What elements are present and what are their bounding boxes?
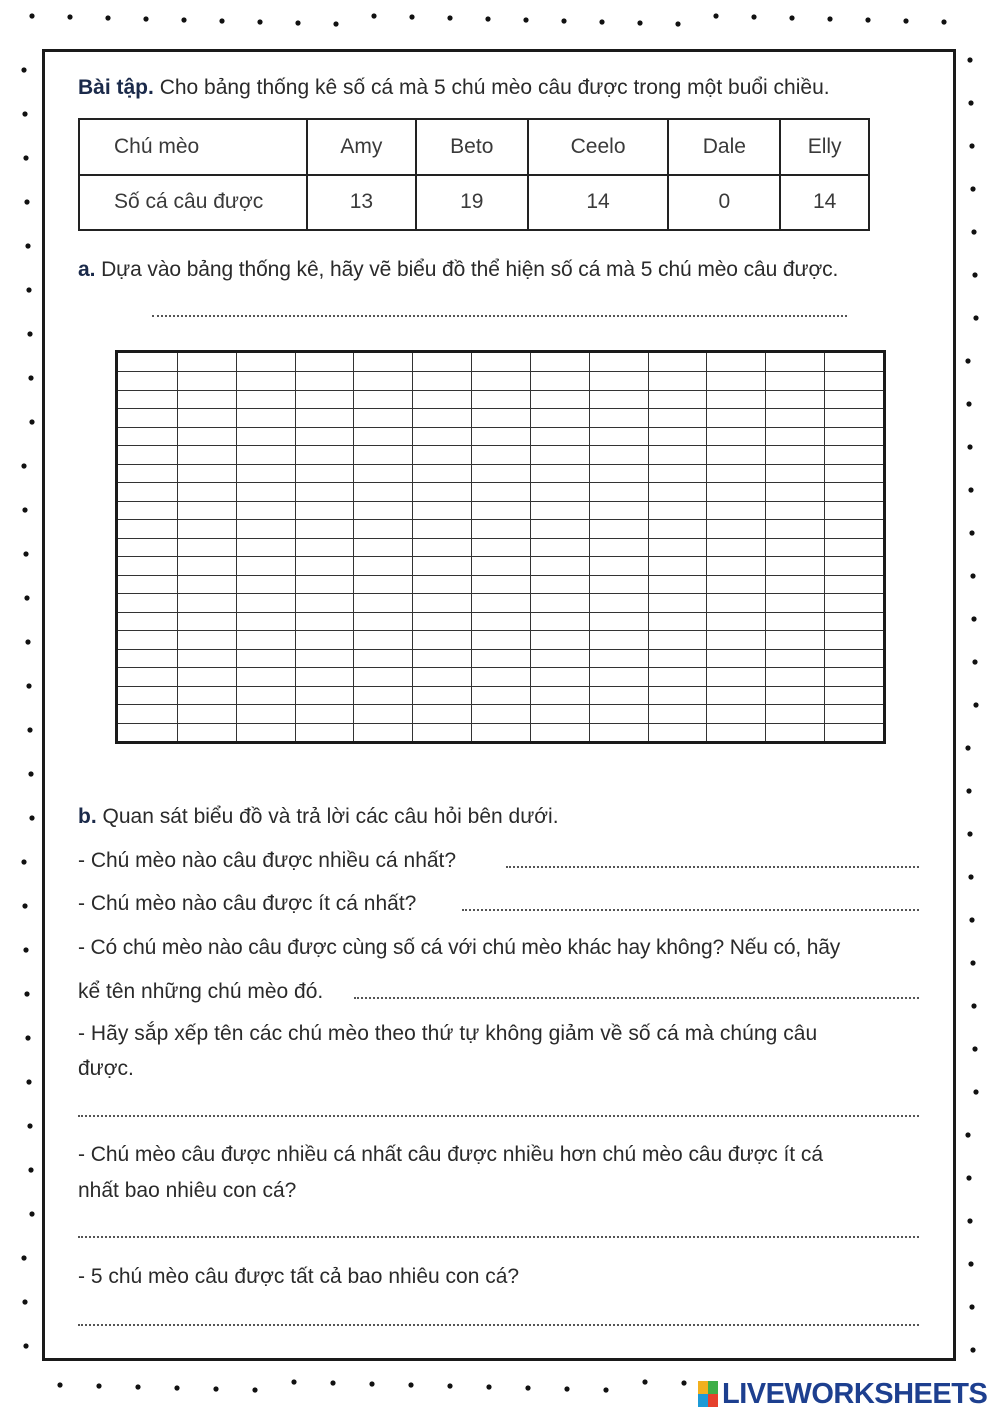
decorative-dot [26,287,31,292]
table-cell: Dale [668,119,780,175]
decorative-dot [965,745,970,750]
part-a-text: Dựa vào bảng thống kê, hãy vẽ biểu đồ thể hiện số cá mà 5 chú mèo câu được. [101,258,839,281]
decorative-dot [971,616,976,621]
decorative-dot [603,1387,608,1392]
decorative-dot [257,19,262,24]
decorative-dot [26,1079,31,1084]
decorative-dot [25,1035,30,1040]
decorative-dot [28,1167,33,1172]
decorative-dot [967,444,972,449]
decorative-dot [968,1261,973,1266]
decorative-dot [486,1384,491,1389]
answer-line-2[interactable] [462,909,919,911]
part-b-label: b. [78,805,97,828]
question-4-line-1: - Hãy sắp xếp tên các chú mèo theo thứ tự không giảm về số cá mà chúng câu [78,1022,818,1045]
decorative-dot [969,530,974,535]
decorative-dot [24,991,29,996]
question-6: - 5 chú mèo câu được tất cả bao nhiêu con cá? [78,1265,520,1288]
decorative-dot [22,1299,27,1304]
decorative-dot [26,683,31,688]
decorative-dot [28,771,33,776]
question-5-line-1: - Chú mèo câu được nhiều cá nhất câu được nhiều hơn chú mèo câu được ít cá [78,1143,823,1166]
decorative-dot [22,111,27,116]
decorative-dot [903,18,908,23]
decorative-dot [29,13,34,18]
table-cell: 14 [780,175,869,231]
decorative-dot [969,1304,974,1309]
part-b-instruction [78,806,559,827]
answer-line-5[interactable] [78,1236,919,1238]
decorative-dot [29,1211,34,1216]
decorative-dot [330,1380,335,1385]
table-cell: 19 [416,175,528,231]
decorative-dot [174,1385,179,1390]
decorative-dot [24,199,29,204]
decorative-dot [965,1132,970,1137]
decorative-dot [21,67,26,72]
table-cell: 13 [307,175,416,231]
decorative-dot [27,1123,32,1128]
decorative-dot [966,1175,971,1180]
decorative-dot [523,17,528,22]
decorative-dot [21,859,26,864]
decorative-dot [25,639,30,644]
answer-line-4[interactable] [78,1115,919,1117]
decorative-dot [971,1003,976,1008]
part-a-label: a. [78,258,96,281]
decorative-dot [973,315,978,320]
exercise-heading [78,77,830,98]
decorative-dot [408,1382,413,1387]
decorative-dot [24,595,29,600]
table-row [79,119,869,175]
drawing-grid[interactable] [115,350,886,744]
decorative-dot [409,14,414,19]
decorative-dot [969,143,974,148]
decorative-dot [135,1384,140,1389]
decorative-dot [973,702,978,707]
decorative-dot [599,19,604,24]
decorative-dot [970,960,975,965]
answer-line-1[interactable] [506,866,919,868]
decorative-dot [22,903,27,908]
answer-line-6[interactable] [78,1324,919,1326]
decorative-dot [970,1347,975,1352]
liveworksheets-logo-icon [698,1381,718,1407]
decorative-dot [21,463,26,468]
question-5-line-2: nhất bao nhiêu con cá? [78,1179,297,1202]
decorative-dot [561,18,566,23]
decorative-dot [23,155,28,160]
table-cell: 14 [528,175,669,231]
decorative-dot [291,1379,296,1384]
decorative-dot [972,272,977,277]
decorative-dot [966,401,971,406]
decorative-dot [21,1255,26,1260]
row-header-fish: Số cá câu được [79,175,307,231]
grid-lines [118,353,883,741]
decorative-dot [751,14,756,19]
decorative-dot [827,16,832,21]
table-cell: 0 [668,175,780,231]
decorative-dot [970,573,975,578]
decorative-dot [25,243,30,248]
decorative-dot [447,15,452,20]
decorative-dot [973,1089,978,1094]
decorative-dot [681,1380,686,1385]
chart-title-answer-line[interactable] [152,315,847,317]
decorative-dot [57,1382,62,1387]
decorative-dot [525,1385,530,1390]
decorative-dot [143,16,148,21]
decorative-dot [865,17,870,22]
decorative-dot [369,1381,374,1386]
question-1: - Chú mèo nào câu được nhiều cá nhất? [78,849,457,872]
question-2: - Chú mèo nào câu được ít cá nhất? [78,892,417,915]
decorative-dot [252,1387,257,1392]
exercise-heading-text: Cho bảng thống kê số cá mà 5 chú mèo câu được trong một buổi chiều. [159,76,830,99]
decorative-dot [972,1046,977,1051]
decorative-dot [105,15,110,20]
decorative-dot [642,1379,647,1384]
question-3-line-1: - Có chú mèo nào câu được cùng số cá với chú mèo khác hay không? Nếu có, hãy [78,936,841,959]
decorative-dot [371,13,376,18]
decorative-dot [181,17,186,22]
table-row [79,175,869,231]
decorative-dot [333,21,338,26]
decorative-dot [564,1386,569,1391]
decorative-dot [968,874,973,879]
decorative-dot [447,1383,452,1388]
decorative-dot [967,57,972,62]
decorative-dot [23,1343,28,1348]
decorative-dot [27,727,32,732]
decorative-dot [28,375,33,380]
decorative-dot [966,788,971,793]
decorative-dot [965,358,970,363]
decorative-dot [675,21,680,26]
table-cell: Amy [307,119,416,175]
decorative-dot [295,20,300,25]
decorative-dot [713,13,718,18]
decorative-dot [637,20,642,25]
table-cell: Beto [416,119,528,175]
decorative-dot [970,186,975,191]
decorative-dot [29,815,34,820]
decorative-dot [29,419,34,424]
decorative-dot [96,1383,101,1388]
liveworksheets-logo-text: LIVEWORKSHEETS [722,1377,988,1410]
decorative-dot [213,1386,218,1391]
answer-line-3[interactable] [354,997,919,999]
table-cell: Elly [780,119,869,175]
decorative-dot [485,16,490,21]
question-4-line-2: được. [78,1057,134,1080]
part-a-instruction [78,259,838,280]
decorative-dot [67,14,72,19]
decorative-dot [941,19,946,24]
statistics-table [78,118,870,231]
part-b-text: Quan sát biểu đồ và trả lời các câu hỏi bên dưới. [102,805,559,828]
decorative-dot [968,487,973,492]
row-header-cat: Chú mèo [79,119,307,175]
exercise-heading-label: Bài tập. [78,76,154,99]
table-cell: Ceelo [528,119,669,175]
decorative-dot [219,18,224,23]
decorative-dot [23,947,28,952]
decorative-dot [22,507,27,512]
liveworksheets-logo [698,1378,987,1410]
decorative-dot [967,1218,972,1223]
decorative-dot [23,551,28,556]
decorative-dot [27,331,32,336]
decorative-dot [967,831,972,836]
decorative-dot [972,659,977,664]
question-3-line-2: kể tên những chú mèo đó. [78,980,324,1003]
decorative-dot [968,100,973,105]
decorative-dot [969,917,974,922]
decorative-dot [971,229,976,234]
decorative-dot [789,15,794,20]
